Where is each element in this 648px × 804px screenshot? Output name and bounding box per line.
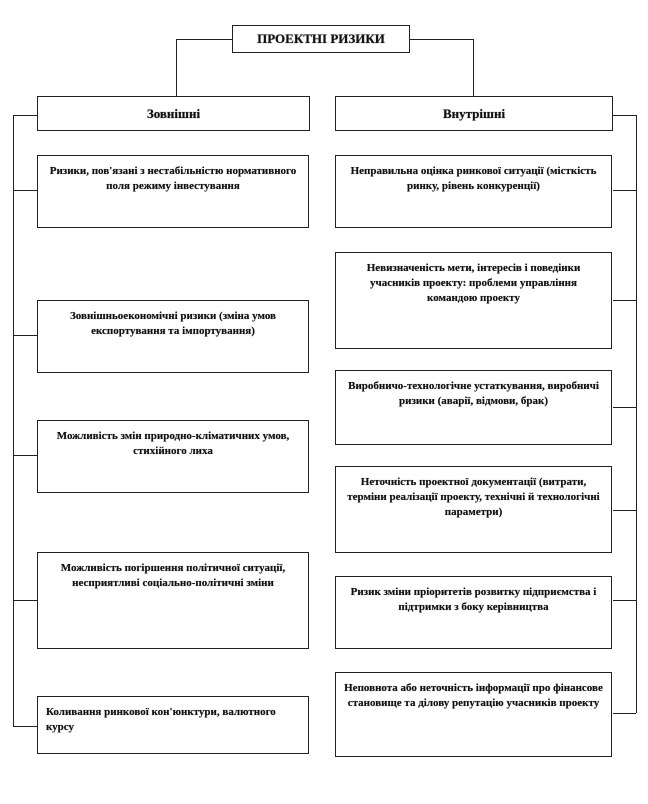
left-spine [13, 115, 14, 726]
diagram-title [232, 25, 410, 53]
external-risk-box [37, 696, 309, 754]
connector [410, 39, 474, 40]
external-risk-box [37, 420, 309, 493]
connector [13, 600, 37, 601]
internal-risk-text: Неточність проектної документації (витрати, терміни реалізації проекту, технічні й технологічні параметри) [347, 476, 600, 518]
connector [13, 190, 37, 191]
connector [613, 510, 636, 511]
connector [613, 407, 636, 408]
internal-risk-box [335, 466, 612, 553]
internal-risk-text: Виробничо-технологічне устаткування, виробничі ризики (аварії, відмови, брак) [348, 380, 599, 407]
internal-risk-box [335, 155, 612, 228]
connector [613, 190, 636, 191]
external-risk-text: Зовнішньоекономічні ризики (зміна умов експортування та імпортування) [70, 310, 276, 337]
internal-risk-text: Неповнота або неточність інформації про фінансове становище та ділову репутацію учасників проекту [344, 682, 603, 709]
internal-risk-text: Ризик зміни пріоритетів розвитку підприємства і підтримки з боку керівництва [350, 586, 597, 613]
external-header-label: Зовнішні [146, 105, 201, 121]
connector [613, 300, 636, 301]
right-spine [636, 115, 637, 713]
title-label: ПРОЕКТНІ РИЗИКИ [257, 31, 385, 47]
internal-risk-box [335, 672, 612, 757]
connector [613, 713, 636, 714]
internal-risk-box [335, 576, 612, 649]
external-risk-text: Можливість змін природно-кліматичних умов, стихійного лиха [56, 430, 290, 457]
internal-risk-text: Неправильна оцінка ринкової ситуації (місткість ринку, рівень конкуренції) [350, 165, 597, 192]
connector [613, 115, 636, 116]
connector [473, 39, 474, 96]
external-risk-box [37, 552, 309, 649]
connector [176, 39, 232, 40]
connector [613, 600, 636, 601]
connector [13, 726, 37, 727]
internal-risk-text: Невизначеність мети, інтересів і поведінки учасників проекту: проблеми управління командою проекту [366, 262, 581, 304]
internal-header [335, 96, 613, 131]
internal-header-label: Внутрішні [442, 105, 506, 121]
connector [13, 455, 37, 456]
connector [13, 115, 37, 116]
external-risk-text: Можливість погіршення політичної ситуації, несприятливі соціально-політичні зміни [60, 562, 286, 589]
external-risk-text: Коливання ринкової кон'юнктури, валютного курсу [46, 706, 276, 733]
external-header [37, 96, 310, 131]
external-risk-text: Ризики, пов'язані з нестабільністю нормативного поля режиму інвестування [49, 165, 297, 192]
external-risk-box [37, 155, 309, 228]
connector [13, 335, 37, 336]
internal-risk-box [335, 370, 612, 445]
external-risk-box [37, 300, 309, 373]
connector [176, 39, 177, 96]
internal-risk-box [335, 252, 612, 349]
